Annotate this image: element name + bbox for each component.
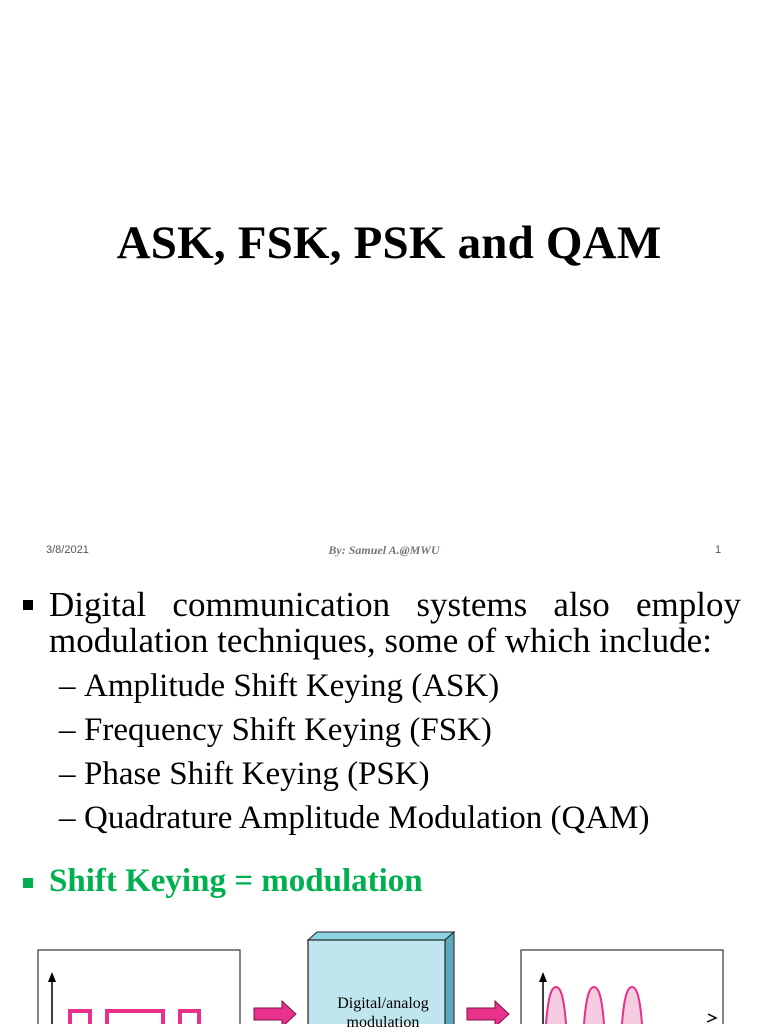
intro-line-1: Digital communication systems also employ [49, 585, 741, 624]
list-item-label: Quadrature Amplitude Modulation (QAM) [84, 800, 650, 836]
analog-signal-wave [546, 987, 642, 1024]
list-item [59, 668, 499, 704]
list-item-label: Frequency Shift Keying (FSK) [84, 712, 492, 748]
footer-author: By: Samuel A.@MWU [328, 543, 440, 557]
highlight-text: Shift Keying = modulation [49, 863, 423, 899]
footer-date: 3/8/2021 [46, 544, 89, 556]
dash-marker: – [59, 756, 76, 792]
content-slide [0, 565, 768, 1031]
box-label-line-2: modulation [346, 1014, 420, 1031]
bullet-square-green-icon [23, 878, 33, 888]
list-item [59, 712, 492, 748]
list-item [59, 756, 430, 792]
list-item-label: Phase Shift Keying (PSK) [84, 756, 430, 792]
box-label-line-1: Digital/analog [337, 995, 429, 1012]
slide-title: ASK, FSK, PSK and QAM [116, 217, 662, 269]
dash-marker: – [59, 668, 76, 704]
list-item-label: Amplitude Shift Keying (ASK) [84, 668, 500, 704]
dash-marker: – [59, 800, 76, 836]
intro-line-2: modulation techniques, some of which include: [49, 621, 712, 660]
intro-paragraph [49, 587, 741, 659]
arrow-right-icon [254, 1001, 296, 1024]
modulation-diagram [0, 930, 768, 1031]
bullet-square-icon [23, 600, 33, 610]
modulation-box-label [316, 994, 450, 1032]
footer-page-number: 1 [715, 544, 722, 556]
list-item [59, 800, 649, 836]
dash-marker: – [59, 712, 76, 748]
arrow-right-icon [467, 1001, 509, 1024]
box-top-face [308, 932, 454, 940]
